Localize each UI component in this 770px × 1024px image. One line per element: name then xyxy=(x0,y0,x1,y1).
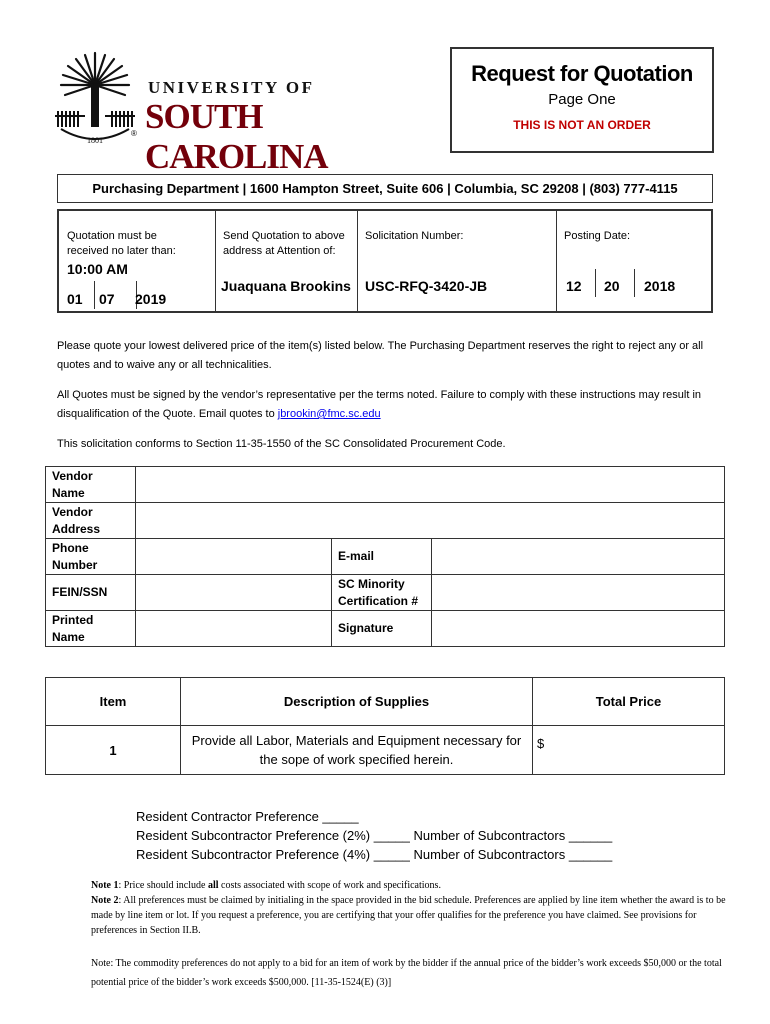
fein-ssn-label: FEIN/SSN xyxy=(46,575,136,611)
signature-label: Signature xyxy=(332,611,432,647)
logo-line-2: SOUTH CAROLINA xyxy=(145,97,328,176)
solicitation-label: Solicitation Number: xyxy=(365,230,464,242)
posting-day: 20 xyxy=(604,278,620,294)
date-divider xyxy=(595,269,596,297)
email-quotes-link[interactable]: jbrookin@fmc.sc.edu xyxy=(277,408,381,420)
procurement-code-paragraph: This solicitation conforms to Section 11-35-1550 of the SC Consolidated Procurement Code. xyxy=(57,438,506,450)
resident-contractor-preference: Resident Contractor Preference _____ xyxy=(136,809,359,824)
logo-line-1: UNIVERSITY OF xyxy=(148,78,315,97)
email-field[interactable] xyxy=(432,539,725,575)
sc-minority-label: SC Minority Certification # xyxy=(332,575,432,611)
date-divider xyxy=(634,269,635,297)
signature-requirement-paragraph xyxy=(57,386,722,424)
signature-field[interactable] xyxy=(432,611,725,647)
vendor-name-label: Vendor Name xyxy=(46,467,136,503)
notes-block xyxy=(91,878,731,938)
registered-mark: ® xyxy=(131,129,137,138)
attention-label: Send Quotation to above address at Attention of: xyxy=(223,230,345,257)
posting-month: 12 xyxy=(566,278,582,294)
item-header: Item xyxy=(46,678,181,726)
phone-label: Phone Number xyxy=(46,539,136,575)
commodity-preference-note: Note: The commodity preferences do not apply to a bid for an item of work by the bidder if the annual price of the bidder’s work exceeds $50,000 or the total potential price of the bidder’s work exceeds $500,000. [11-35-1524(E) (3)] xyxy=(91,958,722,988)
posting-date-label: Posting Date: xyxy=(564,230,631,242)
description-header: Description of Supplies xyxy=(181,678,533,726)
note-1: Note 1: Price should include all costs associated with scope of work and specifications. xyxy=(91,880,441,891)
item-table xyxy=(45,677,725,775)
signature-requirement-text: All Quotes must be signed by the vendor’s representative per the terms noted. Failure to comply with these instructions may result in disqualification of the Quote. Email quotes to xyxy=(57,389,702,420)
date-divider xyxy=(94,281,95,309)
printed-name-field[interactable] xyxy=(136,611,332,647)
quotation-info-grid xyxy=(57,209,713,313)
fein-ssn-field[interactable] xyxy=(136,575,332,611)
deadline-cell xyxy=(59,211,216,311)
posting-date-cell xyxy=(556,211,711,311)
deadline-label: Quotation must be received no later than: xyxy=(67,230,176,257)
vendor-address-label: Vendor Address xyxy=(46,503,136,539)
printed-name-label: Printed Name xyxy=(46,611,136,647)
solicitation-number: USC-RFQ-3420-JB xyxy=(365,278,488,294)
vendor-info-table xyxy=(45,466,725,647)
deadline-day: 07 xyxy=(99,291,115,307)
resident-subcontractor-preference-4: Resident Subcontractor Preference (4%) _____ Number of Subcontractors ______ xyxy=(136,847,613,862)
phone-field[interactable] xyxy=(136,539,332,575)
table-row xyxy=(46,726,725,775)
deadline-year: 2019 xyxy=(135,291,167,307)
attention-name: Juaquana Brookins xyxy=(221,278,351,294)
vendor-address-field[interactable] xyxy=(136,503,725,539)
page-label: Page One xyxy=(548,91,616,108)
purchasing-address-bar: Purchasing Department | 1600 Hampton Street, Suite 606 | Columbia, SC 29208 | (803) 777-4115 xyxy=(57,174,713,203)
rfq-header-box xyxy=(450,47,714,153)
deadline-month: 01 xyxy=(67,291,83,307)
email-label: E-mail xyxy=(332,539,432,575)
preferences-block xyxy=(136,807,612,864)
document-title: Request for Quotation xyxy=(471,61,693,86)
instructions-paragraph: Please quote your lowest delivered price of the item(s) listed below. The Purchasing Department reserves the right to reject any or all quotes and to waive any or all technicalities. xyxy=(57,340,704,371)
founding-year: 1801 xyxy=(87,136,103,145)
resident-subcontractor-preference-2: Resident Subcontractor Preference (2%) _____ Number of Subcontractors ______ xyxy=(136,828,613,843)
university-logo xyxy=(55,45,435,176)
sc-minority-field[interactable] xyxy=(432,575,725,611)
not-an-order-notice: THIS IS NOT AN ORDER xyxy=(513,118,651,132)
palmetto-seal-icon xyxy=(55,45,135,151)
posting-year: 2018 xyxy=(644,278,676,294)
total-price-header: Total Price xyxy=(533,678,725,726)
deadline-time: 10:00 AM xyxy=(67,261,128,277)
attention-cell xyxy=(215,211,358,311)
note-2: Note 2: All preferences must be claimed by initialing in the space provided in the bid schedule. Preferences are applied by line item whether the award is to be made by line item or lot. If you request a preference, you are certifying that your offer qualifies for the preference you have claimed. See provisions for preferences in Section II.B. xyxy=(91,895,726,936)
item-number: 1 xyxy=(46,726,181,775)
item-description: Provide all Labor, Materials and Equipment necessary for the sope of work specified herein. xyxy=(181,726,533,775)
vendor-name-field[interactable] xyxy=(136,467,725,503)
total-price-field[interactable]: $ xyxy=(533,726,725,775)
solicitation-cell xyxy=(357,211,557,311)
